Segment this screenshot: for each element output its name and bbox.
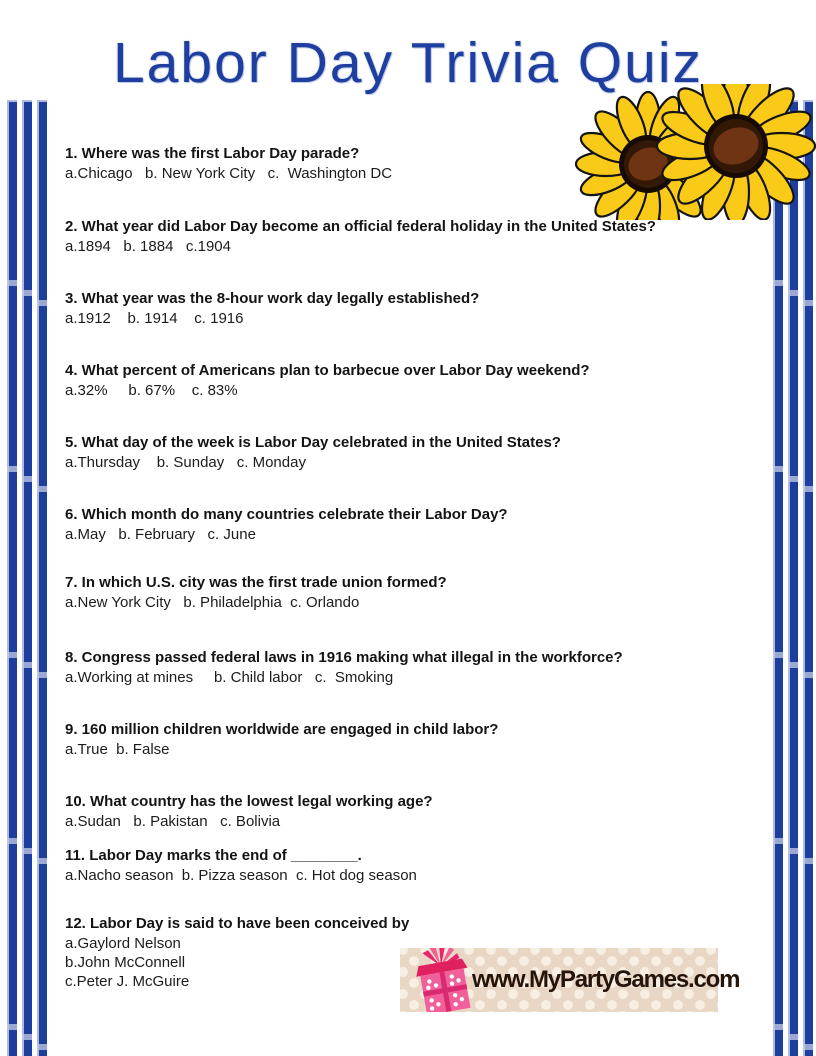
question-block — [65, 572, 447, 612]
left-stripe-border — [7, 100, 47, 1056]
question-text: 4. What percent of Americans plan to barbecue over Labor Day weekend? — [65, 362, 590, 379]
answer-options: c.Peter J. McGuire — [65, 973, 190, 990]
question-text: 6. Which month do many countries celebrate their Labor Day? — [65, 506, 508, 523]
question-text: 12. Labor Day is said to have been conceived by — [65, 915, 410, 932]
footer-banner[interactable] — [400, 948, 740, 1012]
question-text: 8. Congress passed federal laws in 1916 making what illegal in the workforce? — [65, 649, 623, 666]
answer-options: a.True b. False — [65, 741, 170, 758]
website-url[interactable]: www.MyPartyGames.com — [472, 966, 740, 993]
answer-options: a.1912 b. 1914 c. 1916 — [65, 310, 244, 327]
stripe-bar — [773, 100, 783, 1056]
question-text: 9. 160 million children worldwide are engaged in child labor? — [65, 721, 499, 738]
answer-options: a.32% b. 67% c. 83% — [65, 382, 238, 399]
answer-options: a.Thursday b. Sunday c. Monday — [65, 454, 306, 471]
stripe-bar — [7, 100, 17, 1056]
sunflower-icon — [657, 84, 815, 220]
answer-options: b.John McConnell — [65, 954, 186, 971]
answer-options: a.Chicago b. New York City c. Washington DC — [65, 165, 393, 182]
question-text: 5. What day of the week is Labor Day celebrated in the United States? — [65, 434, 561, 451]
question-block — [65, 504, 508, 544]
question-text: 2. What year did Labor Day become an official federal holiday in the United States? — [65, 218, 656, 235]
gift-icon — [404, 948, 484, 1017]
answer-options: a.Nacho season b. Pizza season c. Hot dog season — [65, 867, 417, 884]
stripe-bar — [22, 100, 32, 1056]
question-text: 11. Labor Day marks the end of ________. — [65, 847, 362, 864]
answer-options: a.Gaylord Nelson — [65, 935, 181, 952]
answer-options: a.Working at mines b. Child labor c. Smoking — [65, 669, 394, 686]
answer-options: a.New York City b. Philadelphia c. Orlando — [65, 594, 360, 611]
question-block — [65, 432, 561, 472]
question-text: 1. Where was the first Labor Day parade? — [65, 145, 360, 162]
page-title: Labor Day Trivia Quiz — [112, 31, 704, 95]
question-text: 10. What country has the lowest legal working age? — [65, 793, 433, 810]
question-block — [65, 360, 590, 400]
answer-options: a.1894 b. 1884 c.1904 — [65, 238, 231, 255]
question-block — [65, 845, 417, 885]
question-block — [65, 143, 392, 183]
answer-options: a.May b. February c. June — [65, 526, 256, 543]
stripe-bar — [788, 100, 798, 1056]
question-block — [65, 719, 498, 759]
question-block — [65, 913, 409, 991]
question-block — [65, 647, 623, 687]
stripe-bar — [37, 100, 47, 1056]
question-block — [65, 216, 656, 256]
answer-options: a.Sudan b. Pakistan c. Bolivia — [65, 813, 281, 830]
right-stripe-border — [773, 100, 813, 1056]
question-block — [65, 288, 479, 328]
question-text: 3. What year was the 8-hour work day legally established? — [65, 290, 480, 307]
sunflowers-graphic — [574, 84, 816, 225]
question-text: 7. In which U.S. city was the first trade union formed? — [65, 574, 447, 591]
stripe-bar — [803, 100, 813, 1056]
question-block — [65, 791, 433, 831]
